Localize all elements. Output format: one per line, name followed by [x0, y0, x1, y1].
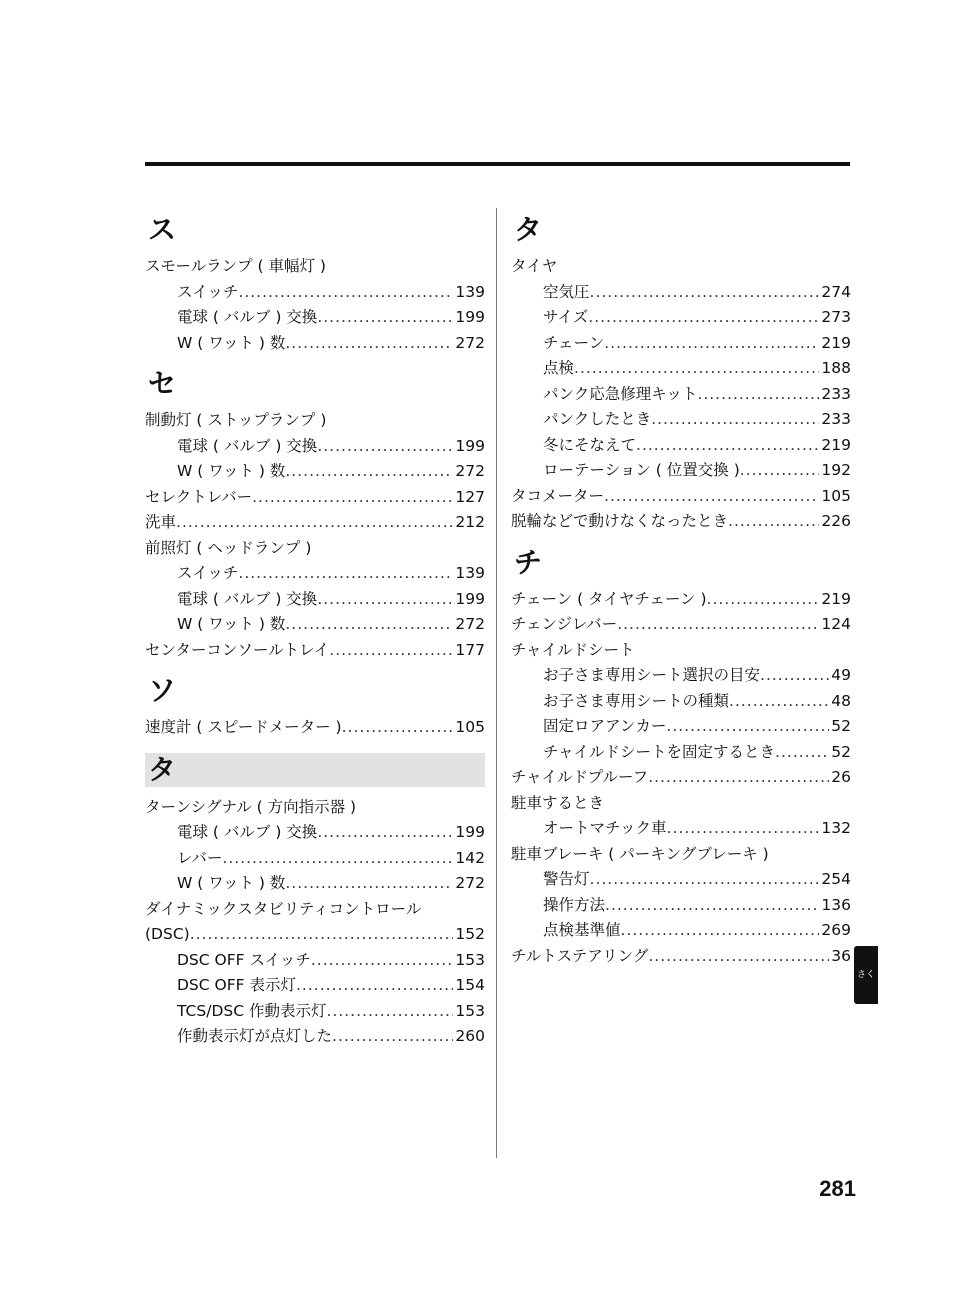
index-entry[interactable]	[145, 948, 485, 974]
entry-page-number: 127	[455, 487, 485, 506]
dot-leader	[707, 587, 820, 613]
entry-page-number: 219	[821, 589, 851, 608]
entry-page-number: 272	[455, 462, 485, 480]
index-entry[interactable]	[145, 510, 485, 536]
entry-label: お子さま専用シートの種類	[543, 691, 730, 710]
index-entry[interactable]	[511, 484, 851, 510]
index-entry[interactable]	[145, 922, 485, 948]
dot-leader	[574, 356, 819, 382]
entry-label: 点検	[543, 359, 575, 377]
column-divider	[496, 208, 497, 1158]
entry-label: ターンシグナル ( 方向指示器 )	[145, 797, 357, 816]
entry-label: オートマチック車	[543, 819, 667, 837]
index-entry[interactable]	[145, 305, 485, 331]
entry-label: 冬にそなえて	[543, 435, 637, 454]
dot-leader	[285, 612, 453, 638]
index-group-heading	[145, 408, 485, 434]
index-entry[interactable]	[511, 280, 851, 306]
entry-label: 固定ロアアンカー	[543, 717, 667, 735]
index-entry[interactable]	[511, 587, 851, 613]
dot-leader	[590, 280, 820, 306]
entry-page-number: 226	[821, 512, 851, 530]
index-entry[interactable]	[511, 331, 851, 357]
entry-page-number: 105	[455, 718, 485, 736]
dot-leader	[651, 407, 819, 433]
dot-leader	[296, 973, 453, 999]
entry-page-number: 260	[455, 1027, 485, 1045]
dot-leader	[326, 999, 453, 1025]
entry-label: チャイルドプルーフ	[511, 768, 649, 786]
dot-leader	[317, 587, 453, 613]
entry-label: W ( ワット ) 数	[177, 333, 286, 352]
index-entry[interactable]	[145, 638, 485, 664]
index-entry[interactable]	[145, 485, 485, 511]
index-group-heading	[511, 842, 851, 868]
entry-label: チャイルドシートを固定するとき	[543, 742, 776, 761]
section-gap	[145, 356, 485, 368]
index-entry[interactable]	[511, 407, 851, 433]
index-entry[interactable]	[511, 714, 851, 740]
index-entry[interactable]	[511, 433, 851, 459]
index-entry[interactable]	[511, 458, 851, 484]
index-entry[interactable]	[511, 867, 851, 893]
dot-leader	[760, 663, 829, 689]
entry-page-number: 139	[455, 282, 485, 301]
entry-label: お子さま専用シート選択の目安	[543, 666, 761, 684]
dot-leader	[285, 459, 453, 485]
entry-page-number: 48	[831, 691, 851, 710]
dot-leader	[636, 433, 819, 459]
index-entry[interactable]	[145, 846, 485, 872]
entry-label: チルトステアリング	[511, 946, 649, 965]
entry-page-number: 49	[831, 666, 851, 684]
dot-leader	[604, 331, 819, 357]
dot-leader	[317, 305, 453, 331]
entry-label: センターコンソールトレイ	[145, 640, 330, 659]
page-number: 281	[819, 1176, 856, 1201]
dot-leader	[311, 948, 454, 974]
dot-leader	[317, 820, 453, 846]
entry-label: ローテーション ( 位置交換 )	[543, 461, 740, 479]
dot-leader	[697, 382, 819, 408]
entry-label: 操作方法	[543, 895, 606, 914]
dot-leader	[317, 434, 453, 460]
entry-label: W ( ワット ) 数	[177, 462, 286, 480]
entry-page-number: 199	[455, 308, 485, 326]
entry-label: 制動灯 ( ストップランプ )	[145, 411, 327, 429]
entry-label: パンク応急修理キット	[543, 384, 698, 403]
index-group-heading	[511, 791, 851, 817]
entry-page-number: 219	[821, 435, 851, 454]
entry-page-number: 105	[821, 486, 851, 505]
entry-page-number: 52	[831, 742, 851, 761]
index-entry[interactable]	[511, 689, 851, 715]
entry-page-number: 177	[455, 640, 485, 659]
entry-page-number: 273	[821, 308, 851, 326]
entry-page-number: 272	[455, 874, 485, 892]
entry-label: チェンジレバー	[511, 615, 618, 633]
dot-leader	[648, 765, 829, 791]
dot-leader	[775, 740, 829, 766]
entry-label: 速度計 ( スピードメーター )	[145, 718, 342, 736]
index-entry[interactable]	[145, 973, 485, 999]
index-column-left	[145, 214, 485, 1050]
index-group-heading	[145, 536, 485, 562]
entry-label: 電球 ( バルブ ) 交換	[177, 589, 318, 608]
header-rule	[145, 162, 850, 166]
dot-leader	[604, 484, 819, 510]
entry-page-number: 192	[821, 461, 851, 479]
entry-label: タコメーター	[511, 486, 605, 505]
index-entry[interactable]	[511, 663, 851, 689]
section-heading: セ	[148, 367, 177, 400]
entry-page-number: 199	[455, 436, 485, 455]
entry-label: セレクトレバー	[145, 487, 253, 506]
entry-label: TCS/DSC 作動表示灯	[177, 1001, 327, 1020]
dot-leader	[252, 485, 453, 511]
entry-label: 作動表示灯が点灯した	[177, 1027, 333, 1045]
index-entry[interactable]	[511, 612, 851, 638]
section-heading: タ	[514, 213, 543, 246]
index-entry[interactable]	[511, 356, 851, 382]
entry-label: DSC OFF 表示灯	[177, 976, 296, 994]
entry-label: 空気圧	[543, 282, 590, 301]
dot-leader	[666, 714, 829, 740]
section-heading: チ	[514, 545, 543, 579]
entry-page-number: 219	[821, 333, 851, 352]
entry-page-number: 139	[455, 564, 485, 582]
entry-label: 警告灯	[543, 870, 590, 888]
entry-page-number: 26	[831, 768, 851, 786]
dot-leader	[332, 1024, 453, 1050]
entry-label: 点検基準値	[543, 921, 621, 939]
index-entry[interactable]	[511, 944, 851, 970]
dot-leader	[617, 612, 819, 638]
index-entry[interactable]	[145, 280, 485, 306]
entry-label: W ( ワット ) 数	[177, 615, 286, 633]
entry-page-number: 132	[821, 819, 851, 837]
index-entry[interactable]	[511, 765, 851, 791]
entry-label: 電球 ( バルブ ) 交換	[177, 823, 318, 841]
entry-label: スイッチ	[177, 564, 239, 582]
dot-leader	[667, 816, 820, 842]
entry-page-number: 124	[821, 615, 851, 633]
index-entry[interactable]	[511, 918, 851, 944]
entry-page-number: 269	[821, 921, 851, 939]
index-entry[interactable]	[145, 999, 485, 1025]
index-entry[interactable]	[145, 561, 485, 587]
entry-page-number: 153	[455, 950, 485, 969]
dot-leader	[605, 893, 819, 919]
dot-leader	[176, 510, 453, 536]
entry-label: チェーン ( タイヤチェーン )	[511, 589, 707, 608]
index-group-heading	[145, 254, 485, 280]
entry-page-number: 274	[821, 282, 851, 301]
entry-label: 駐車するとき	[511, 793, 605, 812]
dot-leader	[285, 331, 453, 357]
entry-page-number: 212	[455, 513, 485, 531]
entry-label: (DSC)	[145, 925, 190, 943]
dot-leader	[342, 715, 454, 741]
entry-label: チェーン	[543, 333, 605, 352]
dot-leader	[329, 638, 453, 664]
index-entry[interactable]	[145, 612, 485, 638]
entry-label: タイヤ	[511, 257, 558, 275]
index-entry[interactable]	[145, 715, 485, 741]
entry-label: ダイナミックスタビリティコントロール	[145, 899, 422, 918]
section-heading: ス	[148, 213, 177, 246]
entry-page-number: 199	[455, 589, 485, 608]
index-entry[interactable]	[145, 1024, 485, 1050]
entry-label: 前照灯 ( ヘッドランプ )	[145, 538, 312, 557]
index-entry[interactable]	[511, 816, 851, 842]
dot-leader	[238, 280, 453, 306]
index-entry[interactable]	[511, 509, 851, 535]
index-entry[interactable]	[511, 305, 851, 331]
entry-page-number: 36	[831, 946, 851, 965]
index-entry[interactable]	[145, 587, 485, 613]
index-group-heading	[511, 638, 851, 664]
section-gap	[145, 663, 485, 675]
entry-label: 洗車	[145, 513, 177, 531]
index-entry[interactable]	[145, 871, 485, 897]
entry-page-number: 272	[455, 615, 485, 633]
section-gap	[511, 535, 851, 547]
entry-label: DSC OFF スイッチ	[177, 950, 311, 969]
dot-leader	[588, 305, 819, 331]
entry-page-number: 142	[455, 848, 485, 867]
dot-leader	[729, 689, 829, 715]
entry-label: パンクしたとき	[543, 410, 652, 428]
entry-label: スイッチ	[177, 282, 239, 301]
entry-page-number: 233	[821, 410, 851, 428]
index-group-heading	[145, 897, 485, 923]
entry-page-number: 152	[455, 925, 485, 943]
dot-leader	[222, 846, 453, 872]
index-entry[interactable]	[511, 740, 851, 766]
entry-label: 脱輪などで動けなくなったとき	[511, 512, 729, 530]
index-entry[interactable]	[145, 434, 485, 460]
index-entry[interactable]	[145, 820, 485, 846]
entry-label: 電球 ( バルブ ) 交換	[177, 436, 318, 455]
entry-label: 駐車ブレーキ ( パーキングブレーキ )	[511, 844, 769, 863]
entry-page-number: 136	[821, 895, 851, 914]
index-entry[interactable]	[145, 459, 485, 485]
entry-page-number: 154	[455, 976, 485, 994]
entry-page-number: 52	[831, 717, 851, 735]
dot-leader	[740, 458, 820, 484]
dot-leader	[190, 922, 454, 948]
index-group-heading	[511, 254, 851, 280]
entry-page-number: 233	[821, 384, 851, 403]
entry-label: W ( ワット ) 数	[177, 874, 286, 892]
section-heading: タ	[145, 753, 485, 787]
index-entry[interactable]	[511, 382, 851, 408]
dot-leader	[238, 561, 453, 587]
entry-label: サイズ	[543, 308, 589, 326]
index-side-tab[interactable]: さくいん	[854, 946, 878, 1004]
entry-page-number: 199	[455, 823, 485, 841]
entry-page-number: 272	[455, 333, 485, 352]
entry-page-number: 188	[821, 359, 851, 377]
index-column-right	[511, 214, 851, 969]
entry-label: チャイルドシート	[511, 640, 635, 659]
section-gap	[145, 741, 485, 753]
entry-label: レバー	[177, 848, 223, 867]
dot-leader	[648, 944, 829, 970]
dot-leader	[728, 509, 819, 535]
entry-page-number: 254	[821, 870, 851, 888]
dot-leader	[590, 867, 820, 893]
entry-label: スモールランプ ( 車幅灯 )	[145, 257, 326, 275]
dot-leader	[285, 871, 453, 897]
dot-leader	[621, 918, 820, 944]
index-entry[interactable]	[511, 893, 851, 919]
section-heading: ソ	[148, 674, 177, 707]
index-entry[interactable]	[145, 331, 485, 357]
entry-page-number: 153	[455, 1001, 485, 1020]
index-group-heading	[145, 795, 485, 821]
entry-label: 電球 ( バルブ ) 交換	[177, 308, 318, 326]
